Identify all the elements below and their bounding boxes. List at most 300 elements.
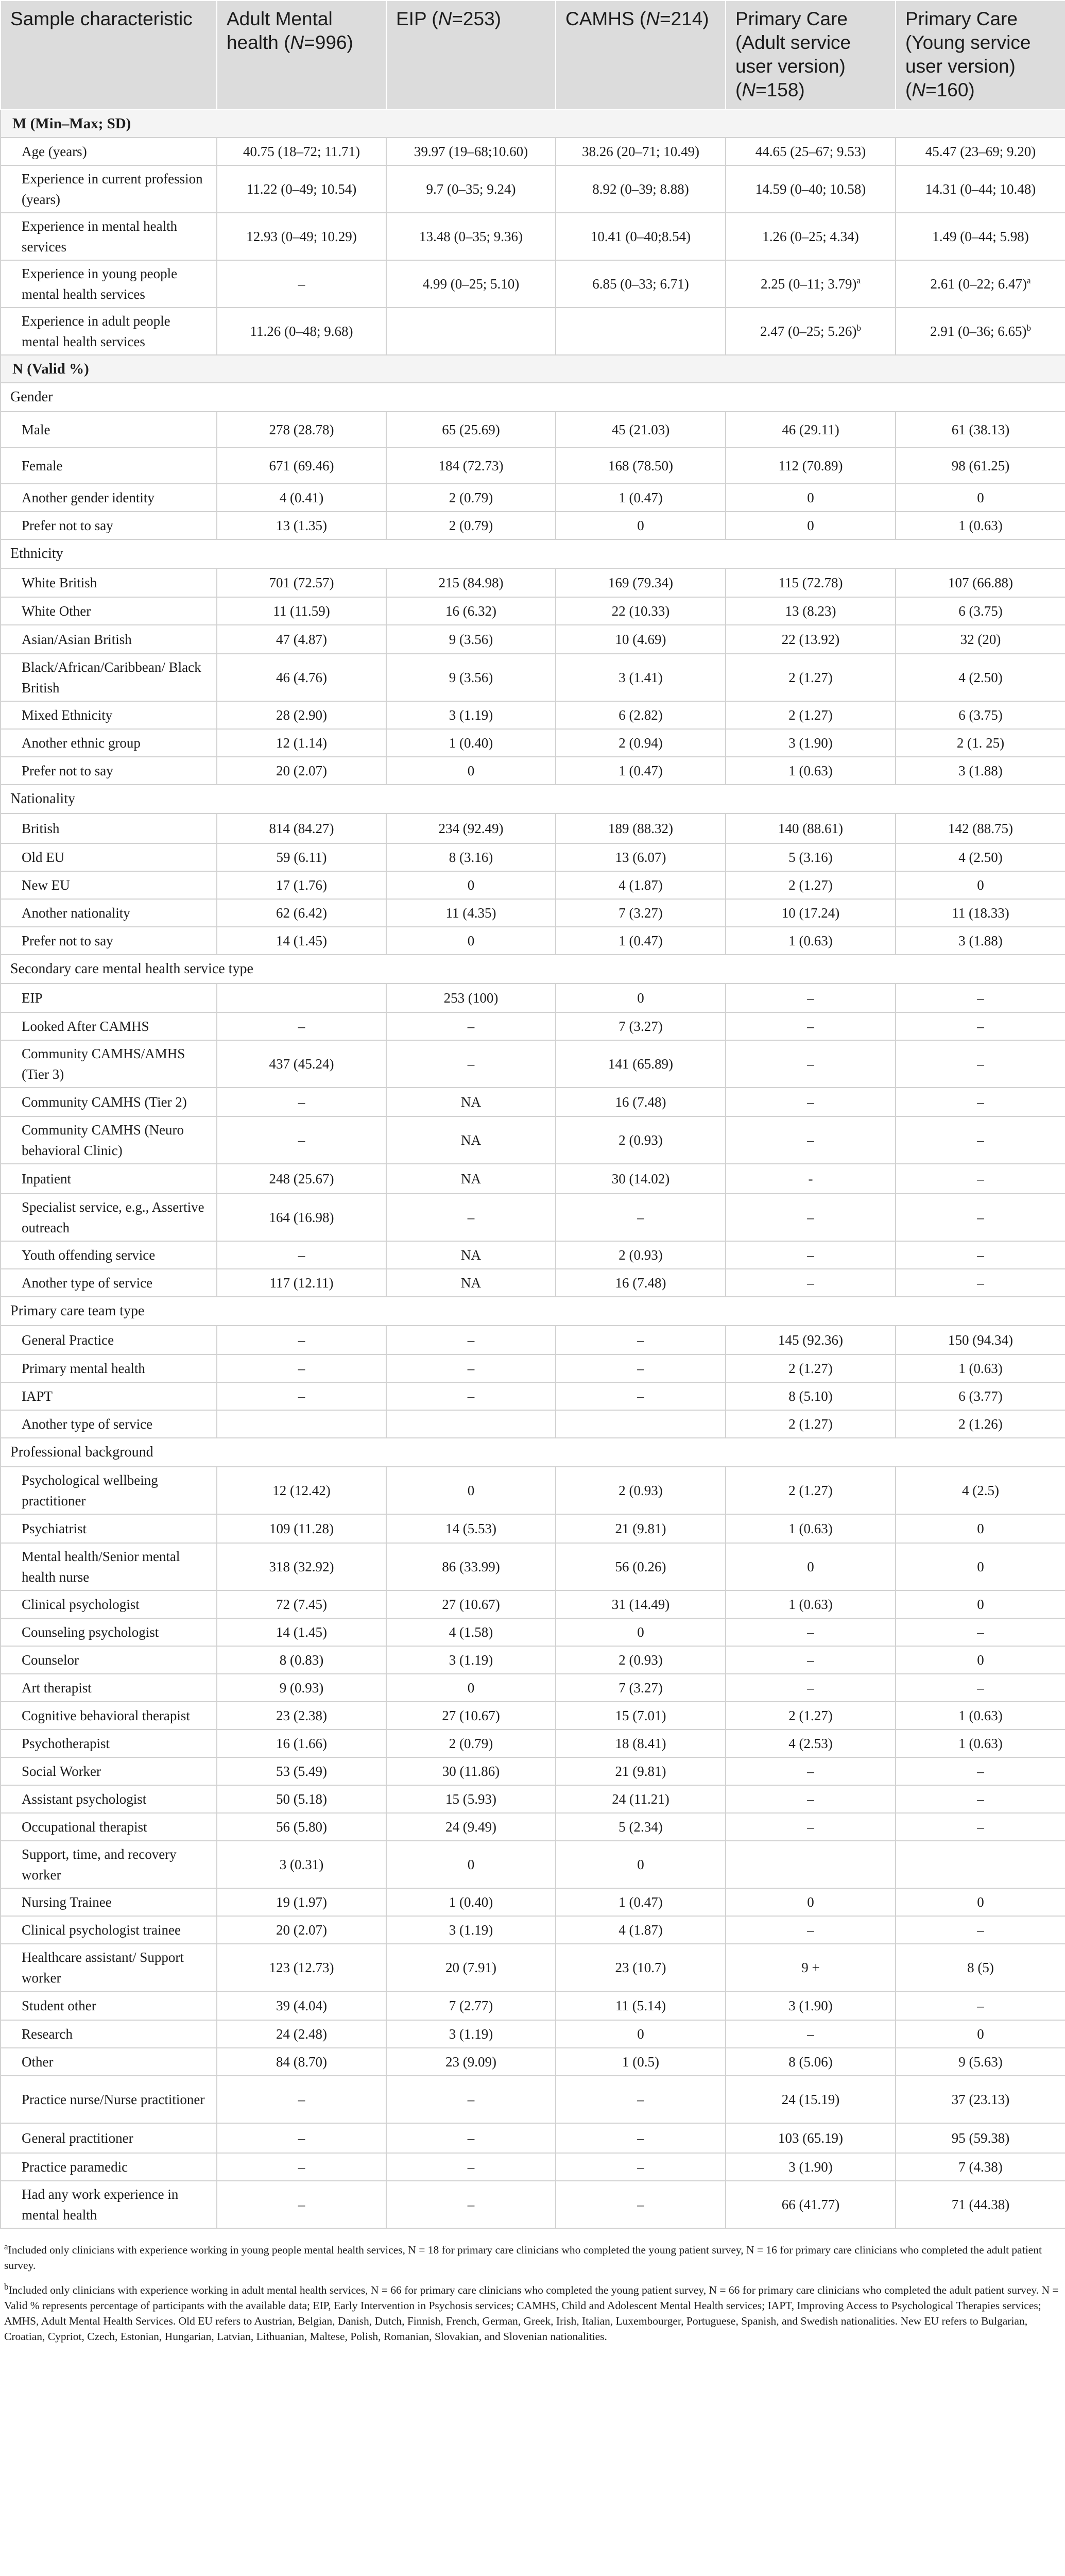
- table-cell: [386, 412, 556, 448]
- table-cell: [896, 1991, 1065, 2020]
- table-cell: [386, 1382, 556, 1410]
- cell-value: 248 (25.67): [269, 1171, 334, 1187]
- table-cell: [217, 1382, 386, 1410]
- cell-value: 8 (5.06): [788, 2054, 833, 2070]
- cell-value: 1 (0.5): [622, 2054, 659, 2070]
- footnote-mark: a: [856, 276, 861, 285]
- table-cell: [726, 1194, 896, 1241]
- table-row: [1, 625, 1065, 654]
- row-label: Had any work experience in mental health: [1, 2181, 217, 2228]
- cell-value: –: [467, 1332, 475, 1348]
- cell-value: –: [298, 2092, 305, 2107]
- cell-value: 20 (2.07): [276, 1922, 327, 1938]
- table-cell: [556, 568, 726, 597]
- cell-value: –: [467, 1361, 475, 1376]
- cell-value: 17 (1.76): [276, 877, 327, 893]
- table-cell: [386, 625, 556, 654]
- table-cell: [726, 412, 896, 448]
- cell-value: 46 (29.11): [782, 422, 839, 437]
- table-cell: [217, 1116, 386, 1164]
- cell-value: 1 (0.63): [958, 1736, 1003, 1751]
- row-label: General Practice: [1, 1326, 217, 1354]
- group-row: [1, 383, 1065, 412]
- table-cell: [726, 260, 896, 308]
- table-cell: [217, 1674, 386, 1702]
- footnote: [4, 2242, 1061, 2273]
- cell-value: 0: [977, 1652, 984, 1668]
- cell-value: 11 (11.59): [273, 603, 330, 619]
- table-cell: [896, 260, 1065, 308]
- table-row: [1, 1410, 1065, 1438]
- table-row: [1, 2020, 1065, 2048]
- cell-value: 10 (4.69): [615, 632, 666, 647]
- table-cell: [896, 1410, 1065, 1438]
- cell-value: 215 (84.98): [438, 575, 504, 590]
- table-cell: [896, 308, 1065, 355]
- table-cell: [386, 1354, 556, 1382]
- table-cell: [217, 984, 386, 1012]
- cell-value: 140 (88.61): [778, 821, 843, 836]
- cell-value: 12 (12.42): [272, 1483, 331, 1498]
- cell-value: 10.41 (0–40;8.54): [590, 229, 691, 244]
- cell-value: 2 (1.27): [788, 877, 833, 893]
- table-row: [1, 1757, 1065, 1785]
- cell-value: –: [298, 1388, 305, 1404]
- cell-value: –: [467, 2092, 475, 2107]
- table-cell: [726, 512, 896, 539]
- cell-value: 3 (1.19): [449, 1922, 493, 1938]
- table-cell: [386, 701, 556, 729]
- table-cell: [217, 165, 386, 213]
- cell-value: 50 (5.18): [276, 1791, 327, 1807]
- column-header-0: [1, 1, 217, 110]
- table-row: [1, 1916, 1065, 1944]
- column-header-text: CAMHS (: [565, 8, 646, 29]
- table-cell: [896, 1757, 1065, 1785]
- table-cell: [726, 1813, 896, 1841]
- section-label: M (Min–Max; SD): [1, 110, 1065, 138]
- table-cell: [896, 448, 1065, 484]
- table-cell: [726, 138, 896, 165]
- table-cell: [896, 2123, 1065, 2153]
- table-cell: [896, 625, 1065, 654]
- table-row: [1, 412, 1065, 448]
- cell-value: 24 (15.19): [781, 2092, 840, 2107]
- cell-value: 16 (7.48): [615, 1275, 666, 1291]
- cell-value: 0: [637, 2026, 644, 2042]
- table-cell: [217, 729, 386, 757]
- table-cell: [896, 1944, 1065, 1991]
- table-cell: [726, 1618, 896, 1646]
- table-cell: [896, 1514, 1065, 1543]
- cell-value: 28 (2.90): [276, 707, 327, 723]
- column-header-count: =214): [659, 8, 709, 29]
- table-cell: [556, 448, 726, 484]
- row-label: Support, time, and recovery worker: [1, 1841, 217, 1888]
- cell-value: 1 (0.47): [619, 933, 663, 948]
- cell-value: 437 (45.24): [269, 1056, 334, 1072]
- cell-value: 814 (84.27): [269, 821, 334, 836]
- footnote-text: Included only clinicians with experience working in young people mental health services, N = 18 for primary care clinicians who completed the young patient survey, N = 16 for primary care clinicians who completed the adult patient survey.: [4, 2244, 1042, 2272]
- table-cell: [386, 2153, 556, 2181]
- table-cell: [386, 1012, 556, 1040]
- group-label: Professional background: [1, 1438, 1065, 1467]
- cell-value: –: [807, 1680, 814, 1696]
- table-cell: [217, 1757, 386, 1785]
- footnote-mark: a: [4, 2241, 8, 2251]
- table-cell: [217, 899, 386, 927]
- table-cell: [726, 757, 896, 785]
- table-cell: [726, 597, 896, 625]
- footnote-mark: b: [4, 2281, 9, 2292]
- table-cell: [386, 1841, 556, 1888]
- cell-value: 2 (0.94): [619, 735, 663, 751]
- table-cell: [556, 308, 726, 355]
- cell-value: 84 (8.70): [276, 2054, 327, 2070]
- table-cell: [556, 843, 726, 871]
- cell-value: 7 (4.38): [958, 2159, 1003, 2175]
- cell-value: 15 (5.93): [445, 1791, 496, 1807]
- table-cell: [217, 1543, 386, 1590]
- table-cell: [896, 213, 1065, 260]
- table-cell: [896, 1269, 1065, 1297]
- cell-value: –: [977, 1922, 984, 1938]
- table-cell: [726, 1354, 896, 1382]
- footnote: [4, 2282, 1061, 2344]
- table-cell: [726, 1590, 896, 1618]
- cell-value: –: [637, 1388, 644, 1404]
- table-cell: [556, 1241, 726, 1269]
- table-cell: [556, 625, 726, 654]
- table-cell: [726, 1467, 896, 1514]
- cell-value: –: [298, 2197, 305, 2212]
- cell-value: –: [977, 1094, 984, 1110]
- cell-value: 16 (6.32): [445, 603, 496, 619]
- cell-value: 142 (88.75): [948, 821, 1013, 836]
- cell-value: –: [298, 1019, 305, 1034]
- cell-value: 109 (11.28): [269, 1521, 334, 1536]
- table-row: [1, 260, 1065, 308]
- table-row: [1, 2153, 1065, 2181]
- cell-value: –: [807, 990, 814, 1006]
- group-label: Ethnicity: [1, 539, 1065, 568]
- table-cell: [217, 701, 386, 729]
- row-label: Age (years): [1, 138, 217, 165]
- cell-value: 7 (3.27): [619, 1019, 663, 1034]
- cell-value: 1 (0.63): [788, 763, 833, 778]
- row-label: Another ethnic group: [1, 729, 217, 757]
- table-cell: [386, 1590, 556, 1618]
- cell-value: –: [977, 1247, 984, 1263]
- cell-value: 27 (10.67): [442, 1708, 500, 1723]
- table-cell: [896, 729, 1065, 757]
- table-cell: [556, 1354, 726, 1382]
- table-row: [1, 165, 1065, 213]
- table-cell: [896, 1813, 1065, 1841]
- cell-value: 9 (3.56): [449, 632, 493, 647]
- cell-value: 4 (2.53): [788, 1736, 833, 1751]
- section-label: N (Valid %): [1, 355, 1065, 383]
- table-cell: [217, 1514, 386, 1543]
- table-cell: [896, 1040, 1065, 1088]
- cell-value: 2 (1.27): [788, 670, 833, 685]
- row-label: General practitioner: [1, 2123, 217, 2153]
- cell-value: 1 (0.47): [619, 1894, 663, 1910]
- table-cell: [726, 871, 896, 899]
- cell-value: 115 (72.78): [778, 575, 843, 590]
- table-cell: [726, 2153, 896, 2181]
- table-cell: [556, 1841, 726, 1888]
- cell-value: 38.26 (20–71; 10.49): [582, 144, 699, 159]
- table-cell: [217, 814, 386, 843]
- row-label: Prefer not to say: [1, 512, 217, 539]
- table-cell: [217, 927, 386, 955]
- table-cell: [726, 1674, 896, 1702]
- table-cell: [386, 138, 556, 165]
- table-cell: [386, 1618, 556, 1646]
- cell-value: 0: [467, 1680, 475, 1696]
- header-row: [1, 1, 1065, 110]
- table-row: [1, 2181, 1065, 2228]
- cell-value: 6 (3.77): [958, 1388, 1003, 1404]
- cell-value: –: [977, 1056, 984, 1072]
- cell-value: –: [467, 2197, 475, 2212]
- table-cell: [386, 1991, 556, 2020]
- cell-value: –: [977, 1624, 984, 1640]
- cell-value: 13.48 (0–35; 9.36): [419, 229, 523, 244]
- row-label: Youth offending service: [1, 1241, 217, 1269]
- table-cell: [726, 927, 896, 955]
- table-cell: [217, 1944, 386, 1991]
- cell-value: –: [298, 1094, 305, 1110]
- cell-value: 2 (1.27): [788, 1483, 833, 1498]
- row-label: Prefer not to say: [1, 927, 217, 955]
- table-cell: [217, 138, 386, 165]
- table-cell: [556, 2153, 726, 2181]
- cell-value: –: [977, 1764, 984, 1779]
- table-cell: [217, 2181, 386, 2228]
- table-cell: [726, 308, 896, 355]
- cell-value: 19 (1.97): [276, 1894, 327, 1910]
- cell-value: 0: [637, 990, 644, 1006]
- table-cell: [217, 260, 386, 308]
- cell-value: 278 (28.78): [269, 422, 334, 437]
- table-cell: [386, 1813, 556, 1841]
- table-body: [1, 110, 1065, 2228]
- table-cell: [386, 1269, 556, 1297]
- cell-value: 31 (14.49): [611, 1597, 670, 1612]
- row-label: Experience in mental health services: [1, 213, 217, 260]
- table-cell: [896, 484, 1065, 512]
- table-cell: [726, 1785, 896, 1813]
- cell-value: 16 (7.48): [615, 1094, 666, 1110]
- table-cell: [556, 597, 726, 625]
- table-cell: [726, 1410, 896, 1438]
- table-cell: [726, 165, 896, 213]
- cell-value: 24 (11.21): [612, 1791, 669, 1807]
- cell-value: –: [977, 1171, 984, 1187]
- table-row: [1, 1730, 1065, 1757]
- column-header-n: N: [646, 8, 660, 29]
- table-cell: [896, 701, 1065, 729]
- cell-value: 1 (0.47): [619, 490, 663, 505]
- column-header-count: =160): [925, 79, 975, 100]
- row-label: Prefer not to say: [1, 757, 217, 785]
- cell-value: 0: [467, 763, 475, 778]
- row-label: White British: [1, 568, 217, 597]
- table-cell: [217, 1269, 386, 1297]
- row-label: Asian/Asian British: [1, 625, 217, 654]
- table-cell: [386, 1730, 556, 1757]
- table-cell: [556, 1040, 726, 1088]
- cell-value: 21 (9.81): [615, 1764, 666, 1779]
- table-cell: [896, 984, 1065, 1012]
- cell-value: 117 (12.11): [269, 1275, 334, 1291]
- table-cell: [556, 871, 726, 899]
- table-cell: [726, 1646, 896, 1674]
- table-cell: [386, 2076, 556, 2123]
- cell-value: 2 (0.79): [449, 490, 493, 505]
- table-cell: [896, 1116, 1065, 1164]
- cell-value: 62 (6.42): [276, 905, 327, 921]
- cell-value: 23 (2.38): [276, 1708, 327, 1723]
- cell-value: –: [977, 1998, 984, 2013]
- table-cell: [386, 843, 556, 871]
- cell-value: –: [977, 1680, 984, 1696]
- cell-value: –: [298, 2159, 305, 2175]
- table-cell: [726, 1841, 896, 1888]
- cell-value: 11.26 (0–48; 9.68): [250, 324, 353, 339]
- table-cell: [896, 1164, 1065, 1194]
- table-cell: [386, 1088, 556, 1116]
- table-cell: [726, 899, 896, 927]
- row-label: White Other: [1, 597, 217, 625]
- table-cell: [386, 814, 556, 843]
- table-cell: [896, 814, 1065, 843]
- cell-value: 150 (94.34): [948, 1332, 1013, 1348]
- row-label: Student other: [1, 1991, 217, 2020]
- table-cell: [386, 1410, 556, 1438]
- table-cell: [896, 2020, 1065, 2048]
- table-cell: [217, 1410, 386, 1438]
- cell-value: 6 (2.82): [619, 707, 663, 723]
- cell-value: 23 (9.09): [445, 2054, 496, 2070]
- cell-value: 0: [637, 1624, 644, 1640]
- table-cell: [896, 1382, 1065, 1410]
- table-cell: [556, 1012, 726, 1040]
- row-label: New EU: [1, 871, 217, 899]
- cell-value: 13 (1.35): [276, 518, 327, 533]
- cell-value: 0: [467, 1483, 475, 1498]
- table-cell: [217, 308, 386, 355]
- table-cell: [556, 1164, 726, 1194]
- table-cell: [556, 701, 726, 729]
- cell-value: NA: [461, 1171, 481, 1187]
- cell-value: 0: [467, 1857, 475, 1872]
- cell-value: –: [298, 276, 305, 292]
- table-cell: [896, 512, 1065, 539]
- cell-value: 21 (9.81): [615, 1521, 666, 1536]
- column-header-count: =253): [452, 8, 501, 29]
- table-cell: [217, 2020, 386, 2048]
- row-label: Clinical psychologist: [1, 1590, 217, 1618]
- table-cell: [217, 871, 386, 899]
- cell-value: 61 (38.13): [951, 422, 1010, 437]
- table-header: [1, 1, 1065, 110]
- table-cell: [896, 1012, 1065, 1040]
- cell-value: 11.22 (0–49; 10.54): [246, 181, 357, 197]
- row-label: Clinical psychologist trainee: [1, 1916, 217, 1944]
- cell-value: 2 (0.79): [449, 1736, 493, 1751]
- cell-value: –: [467, 1210, 475, 1225]
- cell-value: –: [977, 1132, 984, 1148]
- cell-value: –: [637, 2130, 644, 2146]
- cell-value: 2.61 (0–22; 6.47): [930, 276, 1027, 292]
- footnote-mark: a: [1026, 276, 1031, 285]
- table-row: [1, 213, 1065, 260]
- table-cell: [556, 1543, 726, 1590]
- cell-value: 234 (92.49): [438, 821, 504, 836]
- table-cell: [386, 1674, 556, 1702]
- table-row: [1, 484, 1065, 512]
- row-label: Counselor: [1, 1646, 217, 1674]
- cell-value: 0: [467, 877, 475, 893]
- table-cell: [726, 984, 896, 1012]
- cell-value: 0: [977, 490, 984, 505]
- cell-value: NA: [461, 1275, 481, 1291]
- table-cell: [726, 1888, 896, 1916]
- row-label: Cognitive behavioral therapist: [1, 1702, 217, 1730]
- cell-value: 56 (0.26): [615, 1559, 666, 1574]
- table-cell: [217, 1730, 386, 1757]
- row-label: Another nationality: [1, 899, 217, 927]
- table-row: [1, 1354, 1065, 1382]
- table-cell: [896, 1916, 1065, 1944]
- table-cell: [217, 213, 386, 260]
- table-cell: [386, 984, 556, 1012]
- cell-value: 2 (1.27): [788, 1708, 833, 1723]
- table-cell: [896, 1467, 1065, 1514]
- table-cell: [726, 484, 896, 512]
- table-row: [1, 1813, 1065, 1841]
- table-row: [1, 1944, 1065, 1991]
- cell-value: 1 (0.63): [788, 1521, 833, 1536]
- cell-value: 14 (1.45): [276, 933, 327, 948]
- row-label: Experience in adult people mental health services: [1, 308, 217, 355]
- table-cell: [386, 260, 556, 308]
- cell-value: 66 (41.77): [781, 2197, 840, 2212]
- cell-value: –: [977, 1819, 984, 1835]
- cell-value: –: [807, 1624, 814, 1640]
- row-label: Mixed Ethnicity: [1, 701, 217, 729]
- cell-value: –: [467, 1388, 475, 1404]
- table-cell: [556, 1382, 726, 1410]
- cell-value: 18 (8.41): [615, 1736, 666, 1751]
- table-cell: [896, 1730, 1065, 1757]
- table-cell: [217, 448, 386, 484]
- table-cell: [726, 1514, 896, 1543]
- cell-value: 1 (0.40): [449, 735, 493, 751]
- cell-value: –: [977, 1019, 984, 1034]
- cell-value: 39 (4.04): [276, 1998, 327, 2013]
- cell-value: 13 (8.23): [785, 603, 836, 619]
- cell-value: 3 (1.90): [788, 2159, 833, 2175]
- column-header-text: Adult Mental health (: [227, 8, 333, 53]
- cell-value: 56 (5.80): [276, 1819, 327, 1835]
- cell-value: 5 (2.34): [619, 1819, 663, 1835]
- cell-value: 47 (4.87): [276, 632, 327, 647]
- cell-value: 4 (1.87): [619, 877, 663, 893]
